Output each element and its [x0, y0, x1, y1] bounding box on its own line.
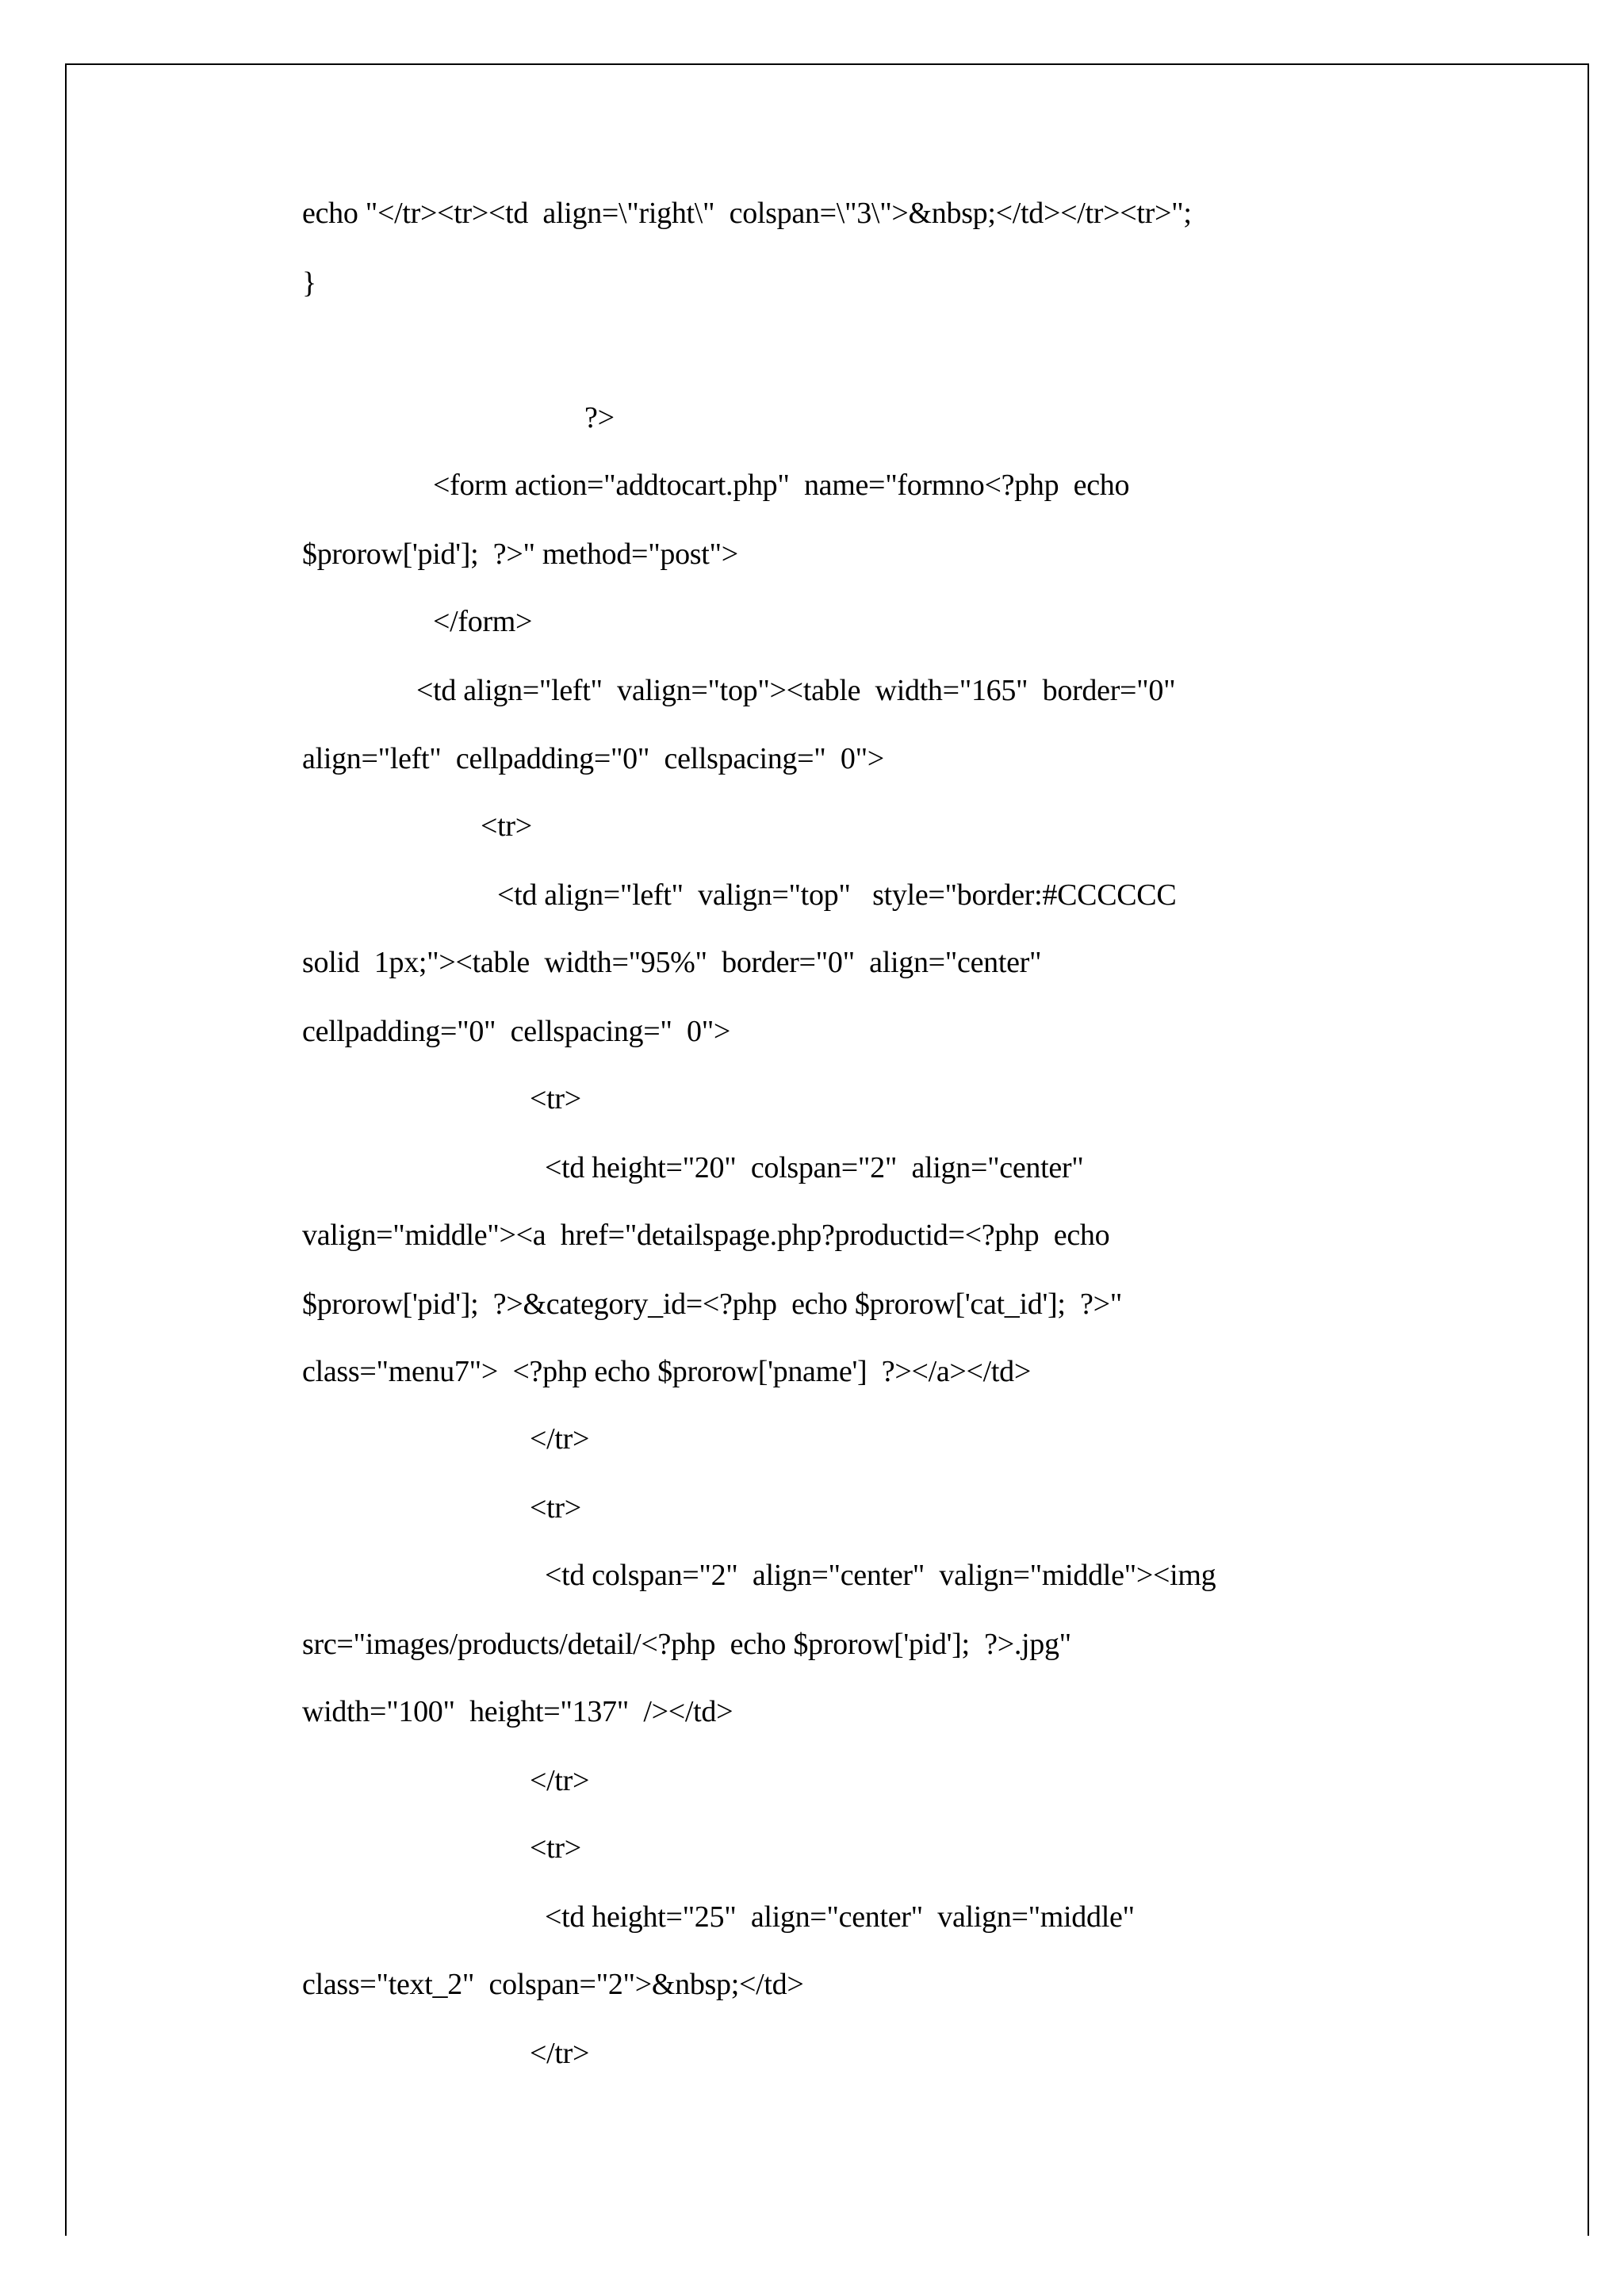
- code-line: ?>: [584, 401, 615, 434]
- code-line: <td align="left" valign="top" style="border:#CCCCCC: [497, 878, 1177, 912]
- code-line: <form action="addtocart.php" name="formno<?php echo: [433, 469, 1130, 502]
- code-line: </tr>: [530, 1422, 590, 1456]
- code-line: echo "</tr><tr><td align=\"right\" colspan=\"3\">&nbsp;</td></tr><tr>";: [302, 197, 1192, 230]
- code-line: class="menu7"> <?php echo $prorow['pname'] ?></a></td>: [302, 1355, 1032, 1388]
- code-line: $prorow['pid']; ?>&category_id=<?php echo $prorow['cat_id']; ?>": [302, 1288, 1122, 1321]
- code-line: <td height="20" colspan="2" align="center": [545, 1151, 1084, 1184]
- code-line: solid 1px;"><table width="95%" border="0" align="center": [302, 946, 1042, 979]
- code-line: }: [302, 266, 316, 300]
- code-line: <tr>: [530, 1491, 581, 1525]
- code-line: </tr>: [530, 1764, 590, 1797]
- code-line: <td colspan="2" align="center" valign="middle"><img: [545, 1559, 1216, 1592]
- code-line: src="images/products/detail/<?php echo $prorow['pid']; ?>.jpg": [302, 1628, 1071, 1661]
- code-line: cellpadding="0" cellspacing=" 0">: [302, 1015, 731, 1048]
- code-line: </tr>: [530, 2037, 590, 2070]
- code-line: <tr>: [530, 1831, 581, 1865]
- code-line: width="100" height="137" /></td>: [302, 1695, 733, 1728]
- code-line: align="left" cellpadding="0" cellspacing=" 0">: [302, 742, 884, 775]
- code-line: $prorow['pid']; ?>" method="post">: [302, 538, 738, 571]
- code-line: class="text_2" colspan="2">&nbsp;</td>: [302, 1968, 804, 2001]
- code-line: </form>: [433, 605, 533, 638]
- code-line: <td align="left" valign="top"><table width="165" border="0": [416, 674, 1176, 707]
- code-line: <td height="25" align="center" valign="middle": [545, 1900, 1135, 1934]
- code-line: <tr>: [530, 1082, 581, 1115]
- code-line: valign="middle"><a href="detailspage.php?productid=<?php echo: [302, 1219, 1110, 1252]
- code-line: <tr>: [481, 809, 532, 843]
